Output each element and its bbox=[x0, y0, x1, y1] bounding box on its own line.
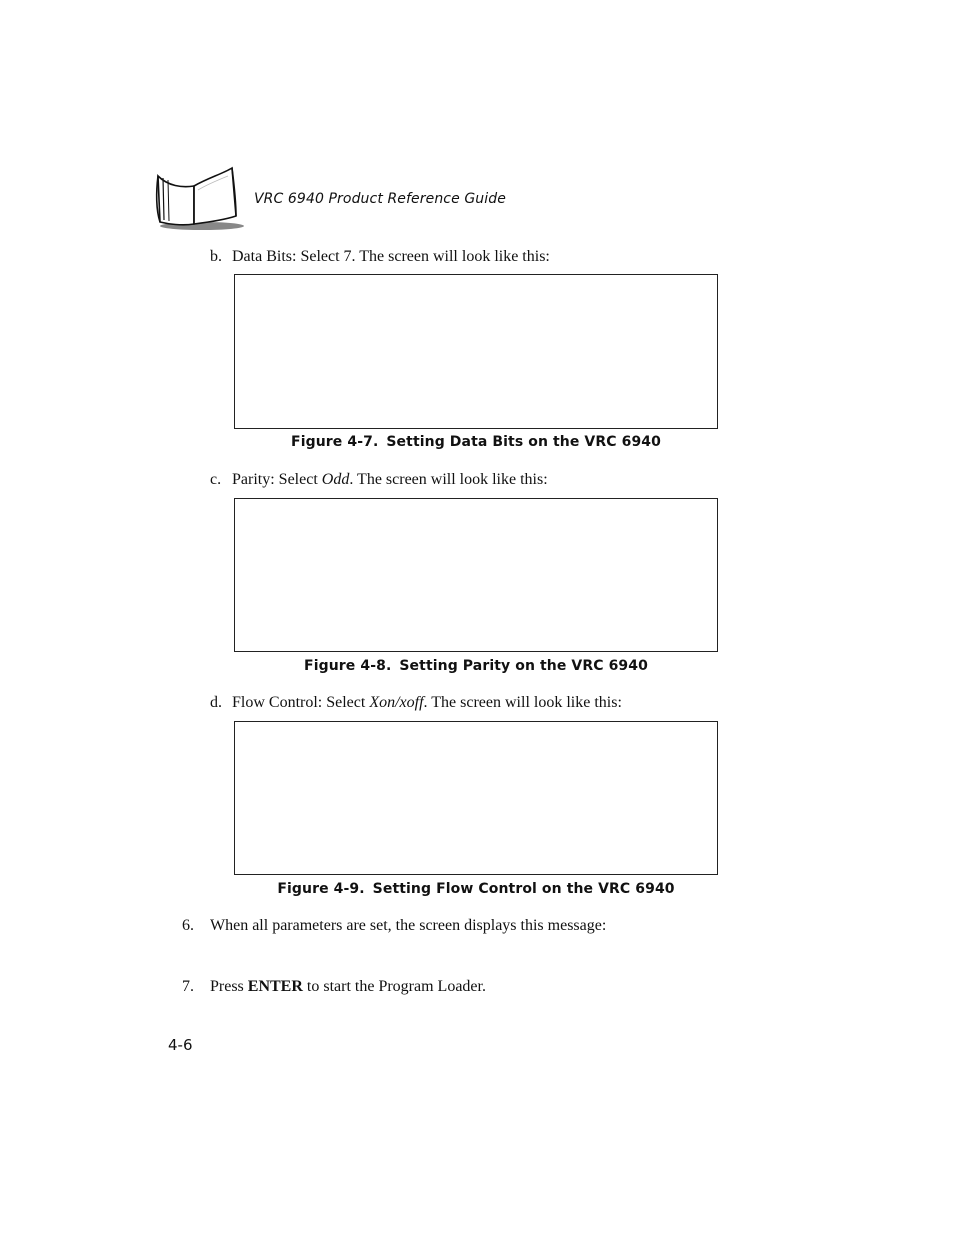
step-7-text: Press ENTER to start the Program Loader. bbox=[210, 978, 486, 995]
screen-figure-4-7 bbox=[234, 274, 718, 429]
figure-4-8-caption bbox=[234, 658, 718, 674]
screen-figure-4-8 bbox=[234, 498, 718, 652]
open-book-icon bbox=[152, 166, 246, 232]
screen-figure-4-9 bbox=[234, 721, 718, 875]
step-c-option: Odd bbox=[321, 471, 350, 488]
figure-4-7-caption bbox=[234, 434, 718, 450]
figure-4-7-title: Setting Data Bits on the VRC 6940 bbox=[386, 434, 661, 450]
step-b bbox=[210, 248, 550, 266]
figure-4-9-number: Figure 4-9. bbox=[277, 881, 365, 897]
step-d-label: d. bbox=[210, 694, 222, 711]
step-7 bbox=[182, 978, 486, 996]
step-d bbox=[210, 694, 622, 712]
enter-key-name: ENTER bbox=[247, 978, 303, 995]
figure-4-8-number: Figure 4-8. bbox=[304, 658, 392, 674]
step-b-label: b. bbox=[210, 248, 222, 265]
step-6-text: When all parameters are set, the screen displays this message: bbox=[210, 917, 607, 934]
step-c bbox=[210, 471, 548, 489]
step-c-text: Parity: Select Odd. The screen will look like this: bbox=[232, 471, 548, 488]
step-6-label: 6. bbox=[182, 917, 194, 934]
step-d-option: Xon/xoff bbox=[369, 694, 424, 711]
step-6 bbox=[182, 917, 606, 935]
running-header-title: VRC 6940 Product Reference Guide bbox=[254, 191, 506, 207]
figure-4-9-caption bbox=[234, 881, 718, 897]
figure-4-9-title: Setting Flow Control on the VRC 6940 bbox=[372, 881, 675, 897]
step-c-label: c. bbox=[210, 471, 222, 488]
figure-4-8-title: Setting Parity on the VRC 6940 bbox=[399, 658, 648, 674]
step-b-text: Data Bits: Select 7. The screen will look like this: bbox=[232, 248, 550, 265]
page-number: 4-6 bbox=[168, 1036, 193, 1054]
step-d-text: Flow Control: Select Xon/xoff. The screen will look like this: bbox=[232, 694, 622, 711]
figure-4-7-number: Figure 4-7. bbox=[291, 434, 379, 450]
step-7-label: 7. bbox=[182, 978, 194, 995]
